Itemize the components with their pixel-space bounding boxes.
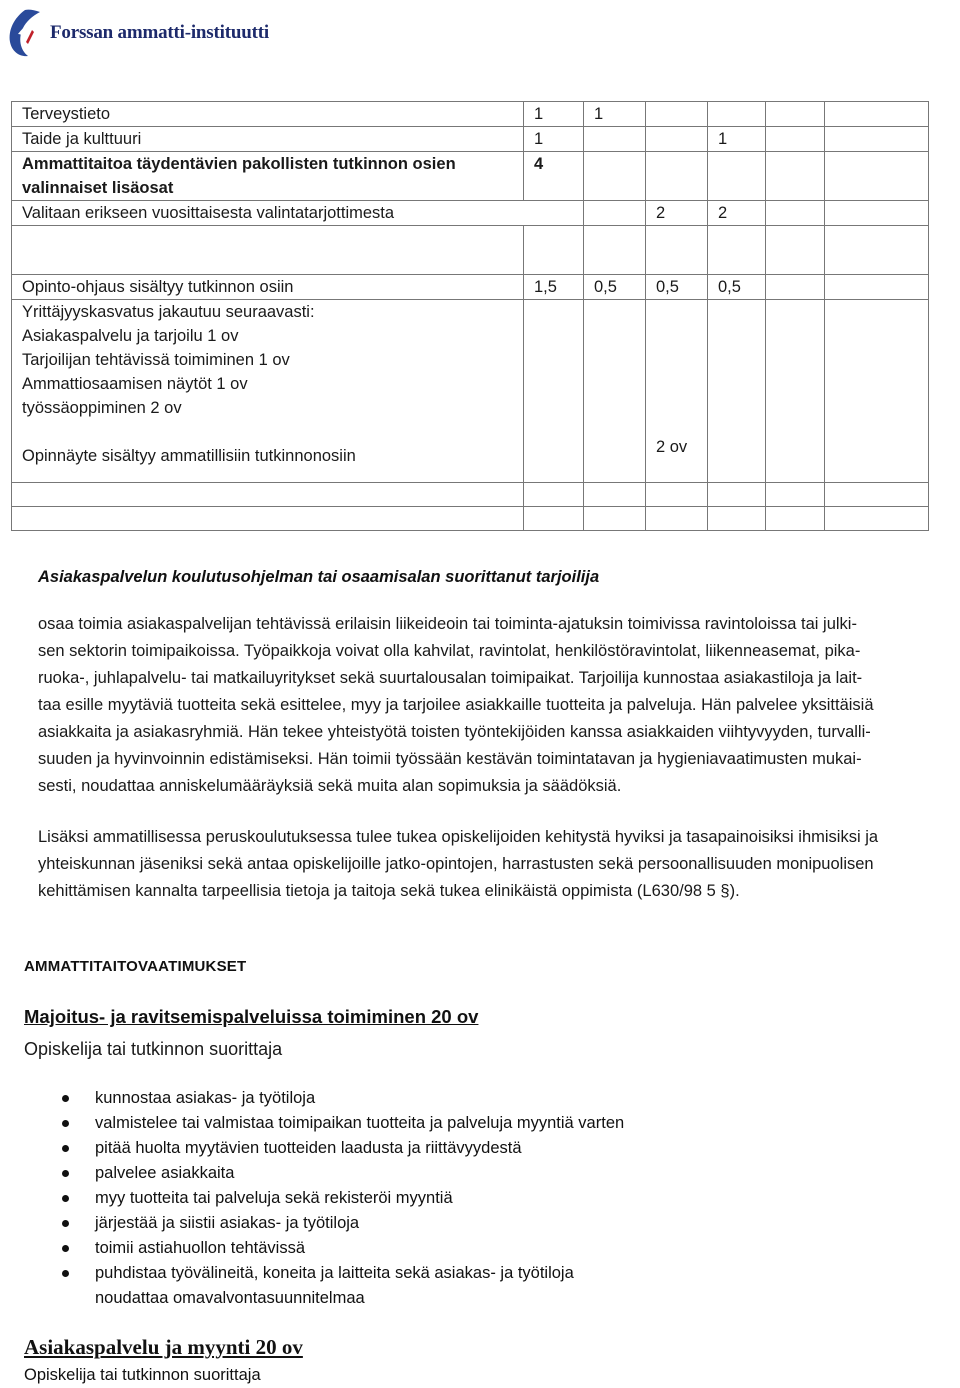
table-cell-label: [12, 300, 524, 483]
table-row: [12, 300, 929, 483]
table-cell: [646, 127, 708, 152]
table-cell: [646, 152, 708, 201]
cell-line: Ammattiosaamisen näytöt 1 ov: [22, 375, 248, 393]
table-cell: [766, 483, 825, 507]
module-1-title: Majoitus- ja ravitsemispalveluissa toimiminen 20 ov: [24, 1006, 479, 1027]
intro-heading: Asiakaspalvelun koulutusohjelman tai osaamisalan suorittanut tarjoilija: [38, 568, 600, 586]
table-cell: 2 ov: [646, 300, 708, 483]
table-cell: [12, 483, 524, 507]
table-cell: [766, 152, 825, 201]
bullet-icon: [62, 1270, 69, 1277]
table-row: [12, 275, 929, 300]
table-cell: [766, 275, 825, 300]
list-item-continuation: [58, 1286, 624, 1311]
table-cell: [524, 483, 584, 507]
table-cell: 4: [524, 152, 584, 201]
table-cell: [825, 102, 929, 127]
paragraph-line: sen sektorin toimipaikoissa. Työpaikkoja voivat olla kahvilat, ravintolat, henkilöstöravintolat, liikenneasemat, pika-: [38, 642, 861, 660]
study-credits-table: [11, 101, 929, 531]
paragraph-line: ruoka-, juhlapalvelu- tai matkailuyritykset sekä suurtalousalan toimipaikat. Tarjoilija kunnostaa asiakastiloja ja lait-: [38, 669, 863, 687]
list-item: [58, 1236, 624, 1261]
table-row: [12, 483, 929, 507]
list-item: [58, 1186, 624, 1211]
table-cell: [584, 483, 646, 507]
table-row: [12, 152, 929, 201]
list-item-text: puhdistaa työvälineitä, koneita ja laitteita sekä asiakas- ja työtiloja: [95, 1264, 574, 1282]
bullet-icon: [62, 1245, 69, 1252]
paragraph-line: taa esille myytäviä tuotteita sekä esittelee, myy ja tarjoilee asiakkaille tuotteita ja palveluja. Hän palvelee yksittäisiä: [38, 696, 874, 714]
table-cell-label: Terveystieto: [12, 102, 524, 127]
table-cell-label: Taide ja kulttuuri: [12, 127, 524, 152]
list-item: [58, 1086, 624, 1111]
table-cell: [825, 483, 929, 507]
table-cell: [825, 226, 929, 275]
paragraph-line: Lisäksi ammatillisessa peruskoulutuksessa tulee tukea opiskelijoiden kehitystä hyviksi ja tasapainoisiksi ihmisiksi ja: [38, 828, 879, 846]
paragraph-line: osaa toimia asiakaspalvelijan tehtävissä erilaisin liikeideoin tai toiminta-ajatuksin toimivissa ravintoloissa tai julki-: [38, 615, 857, 633]
cell-line: Yrittäjyyskasvatus jakautuu seuraavasti:: [22, 303, 315, 321]
table-cell: [708, 102, 766, 127]
logo-mark-icon: [6, 8, 44, 58]
bullet-icon: [62, 1095, 69, 1102]
table-cell: 1,5: [524, 275, 584, 300]
table-cell-label: Opinto-ohjaus sisältyy tutkinnon osiin: [12, 275, 524, 300]
table-cell: 1: [524, 127, 584, 152]
intro-paragraph-1: [38, 611, 958, 800]
list-item-text: järjestää ja siistii asiakas- ja työtiloja: [95, 1214, 360, 1232]
paragraph-line: suuden ja hyvinvoinnin edistämiseksi. Hän toimii työssään kestävän toimintatavan ja hygieniavaatimusten mukai-: [38, 750, 862, 768]
cell-line: Tarjoilijan tehtävissä toimiminen 1 ov: [22, 351, 290, 369]
cell-line: [22, 420, 523, 444]
logo-text: Forssan ammatti-instituutti: [50, 22, 269, 43]
institution-logo: [6, 6, 269, 60]
list-item: [58, 1136, 624, 1161]
bullet-icon: [62, 1170, 69, 1177]
table-cell: [825, 507, 929, 531]
table-cell: [584, 300, 646, 483]
table-cell: [708, 507, 766, 531]
table-cell: [825, 300, 929, 483]
table-cell: [524, 226, 584, 275]
bullet-icon: [62, 1220, 69, 1227]
table-cell: [825, 127, 929, 152]
table-cell: [646, 226, 708, 275]
competence-list: [58, 1086, 624, 1311]
table-row: [12, 127, 929, 152]
table-cell-label: Valitaan erikseen vuosittaisesta valintatarjottimesta: [12, 201, 584, 226]
list-item: [58, 1111, 624, 1136]
list-item: [58, 1161, 624, 1186]
table-row: [12, 226, 929, 275]
paragraph-line: asiakkaita ja asiakasryhmiä. Hän tekee yhteistyötä toisten työntekijöiden kanssa asiakkaiden viihtyvyyden, turvalli-: [38, 723, 871, 741]
table-cell: [708, 300, 766, 483]
cell-line: Asiakaspalvelu ja tarjoilu 1 ov: [22, 327, 239, 345]
list-item-text: noudattaa omavalvontasuunnitelmaa: [95, 1289, 365, 1307]
paragraph-line: yhteiskunnan jäseniksi sekä antaa opiskelijoille jatko-opintojen, harrastusten sekä persoonallisuuden monipuolisen: [38, 855, 874, 873]
table-cell: [524, 300, 584, 483]
list-item: [58, 1261, 624, 1286]
cell-line: Opinnäyte sisältyy ammatillisiin tutkinnonosiin: [22, 447, 356, 465]
table-cell: [646, 507, 708, 531]
table-cell: 0,5: [708, 275, 766, 300]
module-2-title: Asiakaspalvelu ja myynti 20 ov: [24, 1335, 303, 1359]
table-row: [12, 507, 929, 531]
intro-paragraph-2: [38, 824, 958, 905]
table-cell: [646, 483, 708, 507]
table-row: [12, 102, 929, 127]
table-cell: [646, 102, 708, 127]
table-cell: [766, 127, 825, 152]
table-cell: [708, 226, 766, 275]
list-item-text: kunnostaa asiakas- ja työtiloja: [95, 1089, 316, 1107]
list-item-text: palvelee asiakkaita: [95, 1164, 235, 1182]
table-cell: [766, 201, 825, 226]
module-2-subtitle: Opiskelija tai tutkinnon suorittaja: [24, 1366, 261, 1384]
cell-line: työssäoppiminen 2 ov: [22, 399, 182, 417]
module-1-subtitle: Opiskelija tai tutkinnon suorittaja: [24, 1039, 283, 1059]
table-cell: [584, 201, 646, 226]
table-row: [12, 201, 929, 226]
table-cell: [584, 127, 646, 152]
table-cell: [708, 483, 766, 507]
table-cell: [825, 275, 929, 300]
bullet-icon: [62, 1120, 69, 1127]
table-cell: [584, 507, 646, 531]
table-cell: 1: [524, 102, 584, 127]
table-cell: [766, 507, 825, 531]
table-cell: 0,5: [584, 275, 646, 300]
list-item-text: myy tuotteita tai palveluja sekä rekisteröi myyntiä: [95, 1189, 453, 1207]
table-cell: 1: [584, 102, 646, 127]
list-item-text: valmistelee tai valmistaa toimipaikan tuotteita ja palveluja myyntiä varten: [95, 1114, 625, 1132]
table-cell: [708, 152, 766, 201]
paragraph-line: sesti, noudattaa anniskelumääräyksiä sekä muita alan sopimuksia ja säädöksiä.: [38, 777, 622, 795]
table-cell-label: Ammattitaitoa täydentävien pakollisten tutkinnon osien valinnaiset lisäosat: [12, 152, 524, 201]
bullet-icon: [62, 1145, 69, 1152]
list-item-text: toimii astiahuollon tehtävissä: [95, 1239, 306, 1257]
requirements-heading: AMMATTITAITOVAATIMUKSET: [24, 958, 247, 975]
table-cell: [12, 507, 524, 531]
table-cell: 0,5: [646, 275, 708, 300]
table-cell: [766, 300, 825, 483]
table-cell: 1: [708, 127, 766, 152]
list-item: [58, 1211, 624, 1236]
table-cell: [584, 226, 646, 275]
bullet-icon: [62, 1195, 69, 1202]
table-cell: [825, 152, 929, 201]
table-cell: [766, 102, 825, 127]
table-cell: [825, 201, 929, 226]
table-cell: [766, 226, 825, 275]
table-cell: [584, 152, 646, 201]
table-cell: 2: [708, 201, 766, 226]
table-cell: [12, 226, 524, 275]
table-cell: [524, 507, 584, 531]
table-cell: 2: [646, 201, 708, 226]
list-item-text: pitää huolta myytävien tuotteiden laadusta ja riittävyydestä: [95, 1139, 522, 1157]
paragraph-line: kehittämisen kannalta tarpeellisia tietoja ja taitoja sekä tukea elinikäistä oppimista (L630/98 5 §).: [38, 882, 740, 900]
